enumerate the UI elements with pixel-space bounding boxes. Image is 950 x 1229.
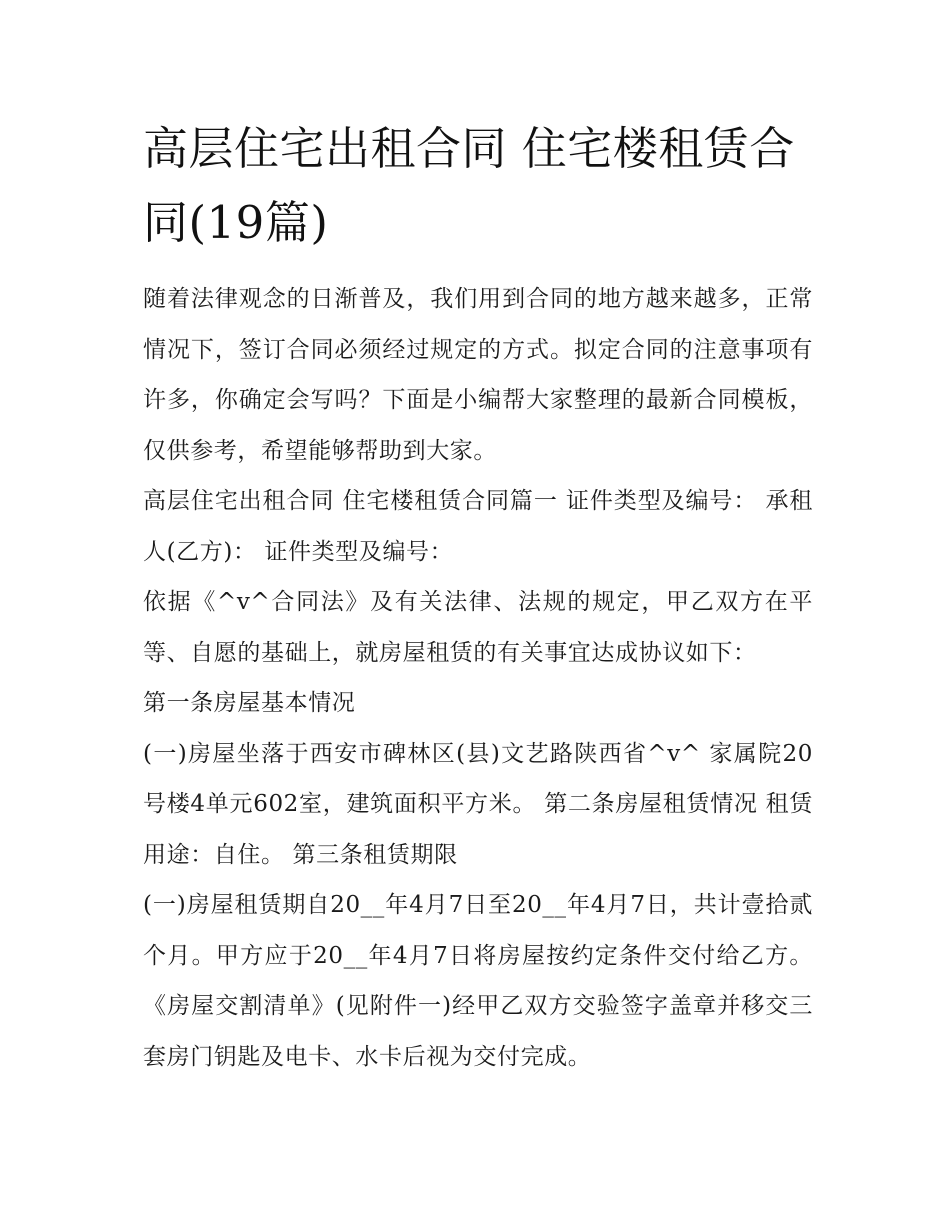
document-title: 高层住宅出租合同 住宅楼租赁合同(19篇) bbox=[143, 122, 795, 249]
paragraph-parties: 高层住宅出租合同 住宅楼租赁合同篇一 证件类型及编号： 承租人(乙方)： 证件类型及编号： bbox=[143, 488, 813, 565]
document-body bbox=[143, 112, 813, 1082]
paragraph-article-1-heading: 第一条房屋基本情况 bbox=[143, 690, 356, 716]
paragraph-property-location: (一)房屋坐落于西安市碑林区(县)文艺路陕西省^v^ 家属院20号楼4单元602室，建筑面积平方米。 第二条房屋租赁情况 租赁用途：自住。 第三条租赁期限 bbox=[143, 740, 813, 868]
paragraph-intro: 随着法律观念的日渐普及，我们用到合同的地方越来越多，正常情况下，签订合同必须经过规定的方式。拟定合同的注意事项有许多，你确定会写吗？下面是小编帮大家整理的最新合同模板，仅供参考，希望能够帮助到大家。 bbox=[143, 286, 813, 464]
paragraph-lease-term: (一)房屋租赁期自20__年4月7日至20__年4月7日，共计壹拾贰个月。甲方应于20__年4月7日将房屋按约定条件交付给乙方。《房屋交割清单》(见附件一)经甲乙双方交验签字盖章并移交三套房门钥匙及电卡、水卡后视为交付完成。 bbox=[143, 892, 813, 1070]
paragraph-basis: 依据《^v^合同法》及有关法律、法规的规定，甲乙双方在平等、自愿的基础上，就房屋租赁的有关事宜达成协议如下： bbox=[143, 589, 813, 666]
